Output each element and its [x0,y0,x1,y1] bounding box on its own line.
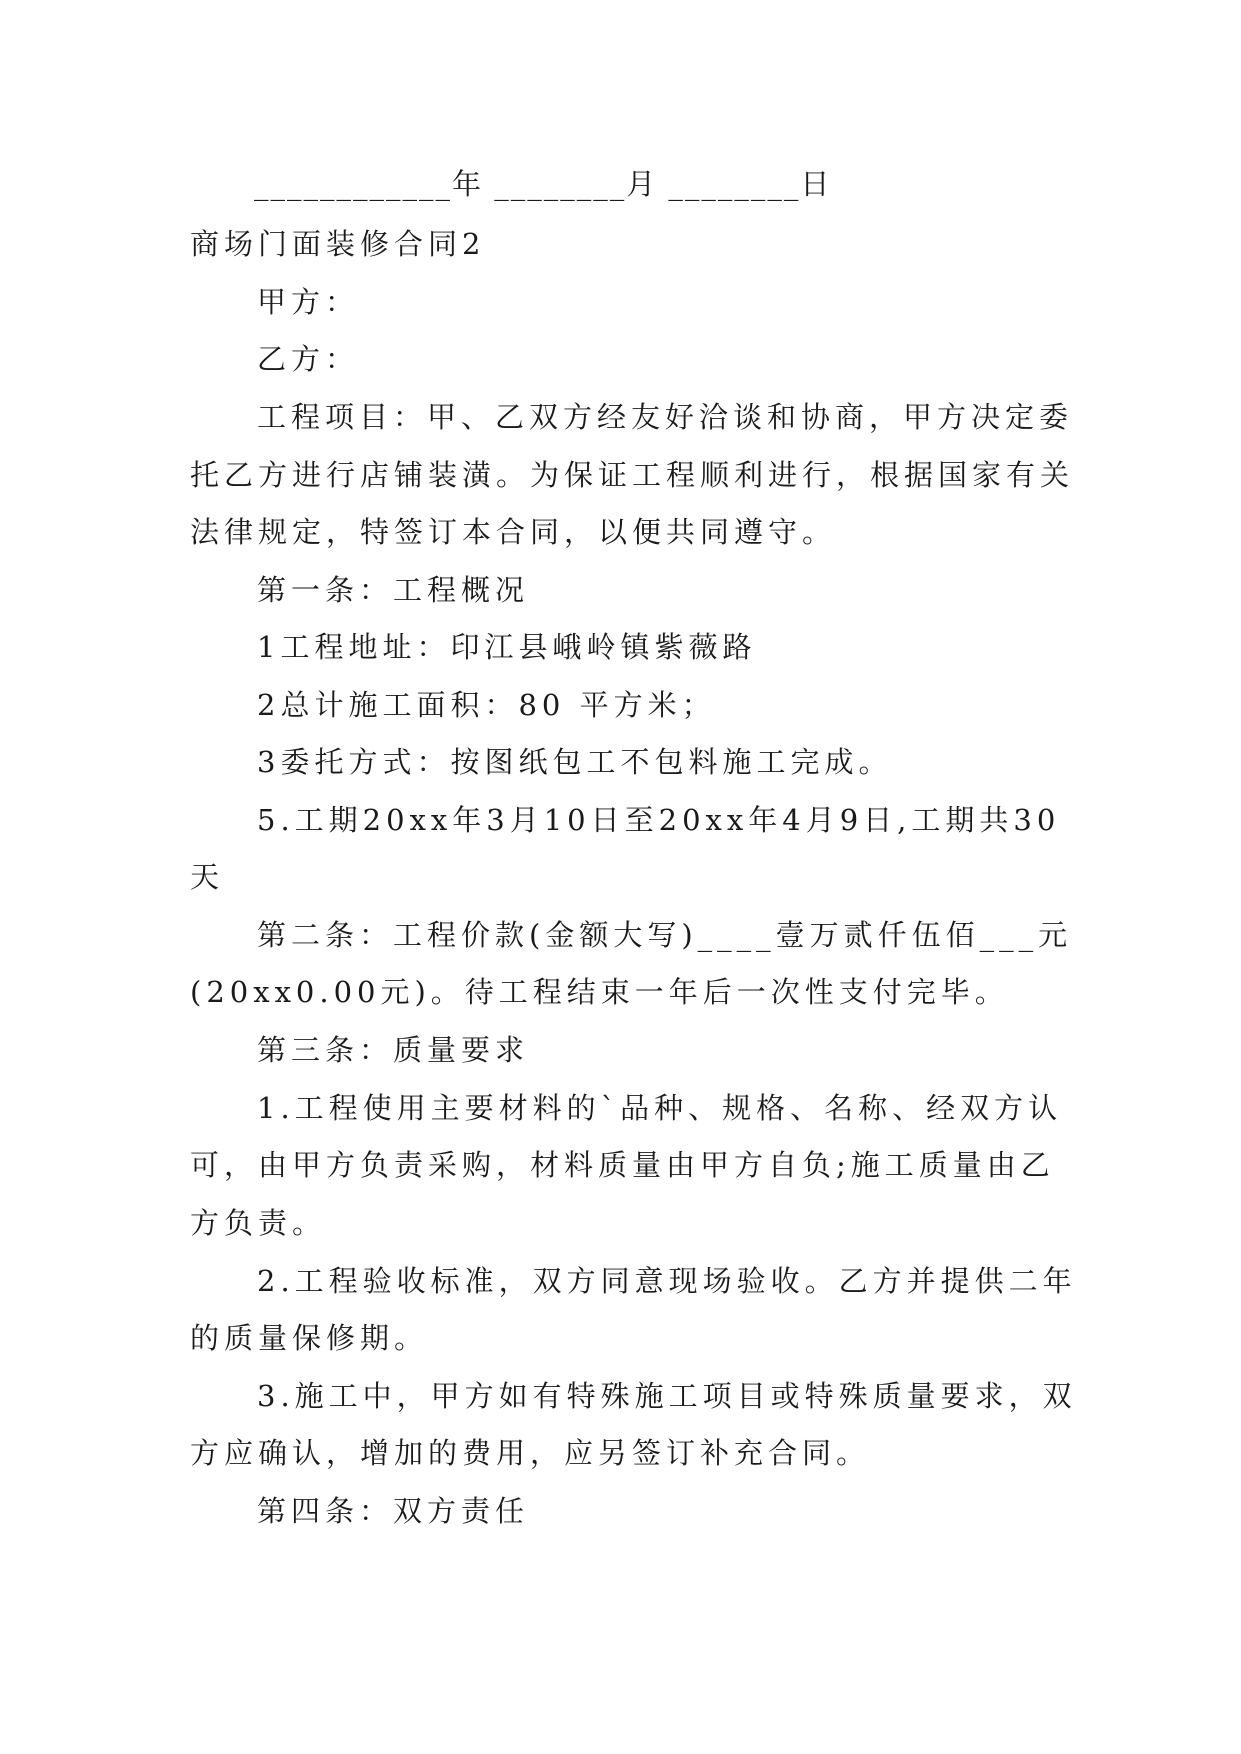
list-item: 2总计施工面积：80 平方米； [257,688,716,722]
paragraph-line: 的质量保修期。 [190,1321,429,1355]
paragraph-line: 法律规定，特签订本合同，以便共同遵守。 [190,515,837,549]
paragraph-line: 方负责。 [190,1206,327,1240]
list-item: 1工程地址：印江县峨岭镇紫薇路 [257,630,757,664]
list-item: 3.施工中，甲方如有特殊施工项目或特殊质量要求，双 [257,1379,1077,1413]
paragraph-line: 可，由甲方负责采购，材料质量由甲方自负;施工质量由乙 [190,1148,1055,1182]
paragraph-line: 工程项目：甲、乙双方经友好洽谈和协商，甲方决定委 [257,400,1074,434]
list-item: 3委托方式：按图纸包工不包料施工完成。 [257,745,893,779]
list-item: 1.工程使用主要材料的`品种、规格、名称、经双方认 [257,1091,1063,1125]
paragraph-line: 托乙方进行店铺装潢。为保证工程顺利进行，根据国家有关 [190,458,1075,492]
section-heading: 第三条：质量要求 [257,1033,530,1067]
paragraph-line: 方应确认，增加的费用，应另签订补充合同。 [190,1436,871,1470]
section-heading: 第四条：双方责任 [257,1494,530,1528]
section-heading: 第一条：工程概况 [257,573,530,607]
party-a-line: 甲方： [257,285,360,319]
list-item: 2.工程验收标准，双方同意现场验收。乙方并提供二年 [257,1264,1077,1298]
paragraph-line: (20xx0.00元)。待工程结束一年后一次性支付完毕。 [190,975,1009,1009]
document-title: 商场门面装修合同2 [190,227,486,261]
date-line: ____________年 ________月 ________日 [254,167,832,201]
list-item: 5.工期20xx年3月10日至20xx年4月9日,工期共30 [257,803,1061,837]
section-heading: 第二条：工程价款(金额大写)____壹万贰仟伍佰___元 [257,918,1073,952]
party-b-line: 乙方： [257,342,360,376]
paragraph-line: 天 [190,860,225,894]
